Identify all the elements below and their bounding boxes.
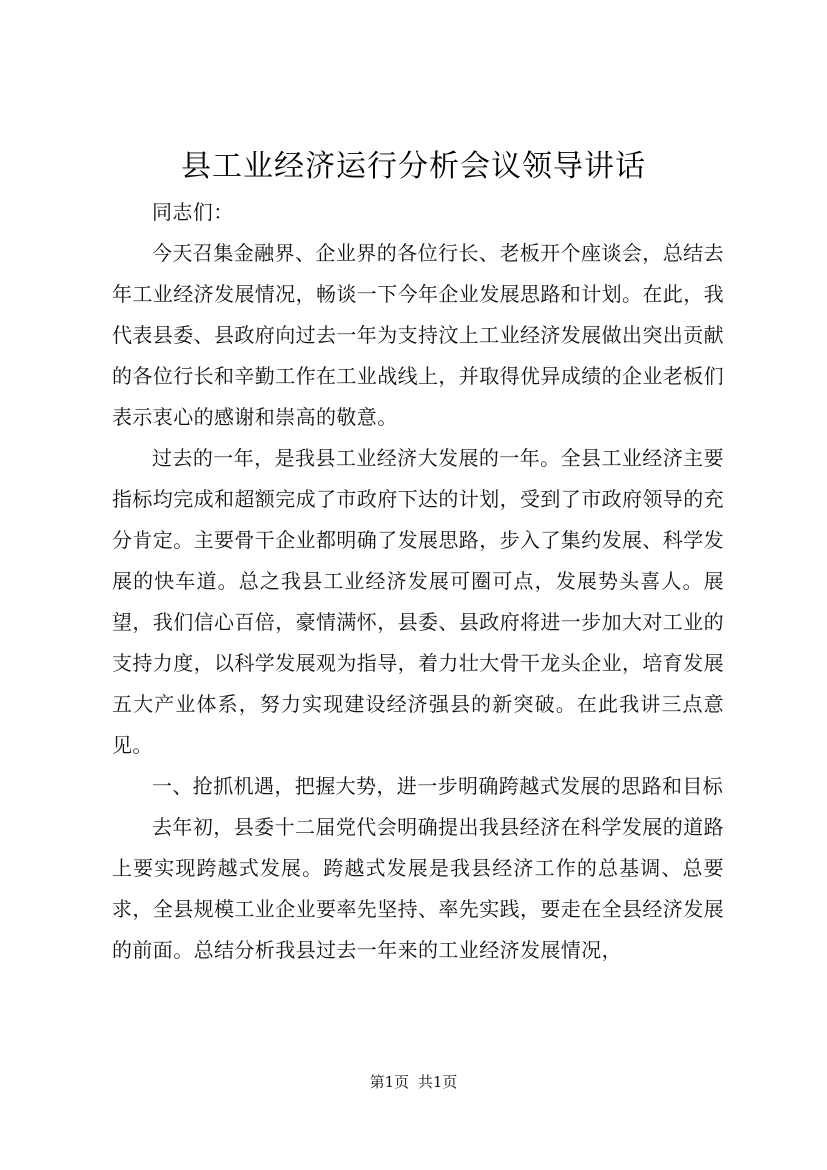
document-title: 县工业经济运行分析会议领导讲话 bbox=[181, 149, 646, 184]
paragraph-1: 今天召集金融界、企业界的各位行长、老板开个座谈会，总结去年工业经济发展情况，畅谈一下今年企业发展思路和计划。在此，我代表县委、县政府向过去一年为支持汶上工业经济发展做出突出贡献的各位行长和辛勤工作在工业战线上，并取得优异成绩的企业老板们表示衷心的感谢和崇高的敬意。 bbox=[112, 241, 724, 429]
section-heading-1: 一、抢抓机遇，把握大势，进一步明确跨越式发展的思路和目标 bbox=[152, 774, 724, 798]
page-total: 共1页 bbox=[417, 1073, 458, 1091]
paragraph-2: 过去的一年，是我县工业经济大发展的一年。全县工业经济主要指标均完成和超额完成了市政府下达的计划，受到了市政府领导的充分肯定。主要骨干企业都明确了发展思路，步入了集约发展、科学发展的快车道。总之我县工业经济发展可圈可点，发展势头喜人。展望，我们信心百倍，豪情满怀，县委、县政府将进一步加大对工业的支持力度，以科学发展观为指导，着力壮大骨干龙头企业，培育发展五大产业体系，努力实现建设经济强县的新突破。在此我讲三点意见。 bbox=[112, 446, 724, 757]
page-number: 第1页 bbox=[369, 1073, 410, 1091]
paragraph-3: 去年初，县委十二届党代会明确提出我县经济在科学发展的道路上要实现跨越式发展。跨越式发展是我县经济工作的总基调、总要求，全县规模工业企业要率先坚持、率先实践，要走在全县经济发展的前面。总结分析我县过去一年来的工业经济发展情况， bbox=[112, 815, 724, 962]
document-body bbox=[112, 192, 724, 971]
salutation: 同志们： bbox=[152, 200, 234, 224]
page-footer bbox=[0, 1070, 827, 1094]
